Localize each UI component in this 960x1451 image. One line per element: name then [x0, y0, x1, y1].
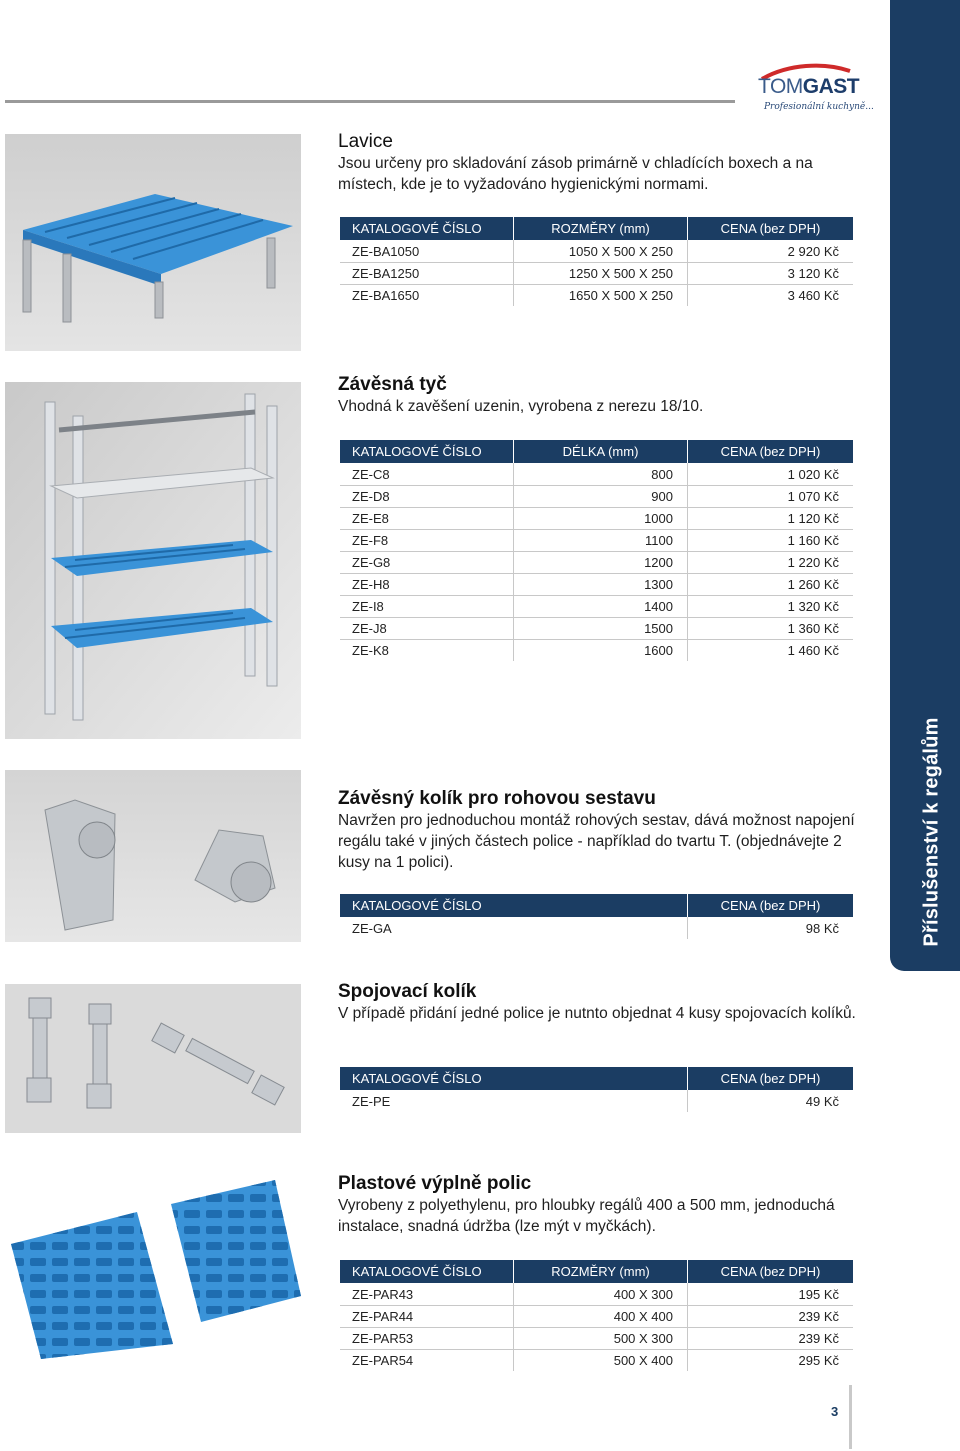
table-row: [340, 617, 853, 639]
price: 1 360 Kč: [688, 617, 853, 639]
section-description: Jsou určeny pro skladování zásob primárně v chladících boxech a na místech, kde je to vyžadováno hygienickými normami.: [338, 155, 813, 193]
dimensions: 400 X 400: [514, 1305, 688, 1327]
column-header: DÉLKA (mm): [514, 440, 688, 463]
tomgast-logo: [756, 62, 874, 122]
table-row: [340, 595, 853, 617]
table-row: [340, 485, 853, 507]
table-header-row: [340, 440, 853, 463]
side-tab-label: Příslušenství k regálům: [920, 717, 943, 947]
section-title: Závěsný kolík pro rohovou sestavu: [338, 788, 656, 809]
table-row: [340, 529, 853, 551]
table-row: [340, 917, 853, 939]
logo-tagline: Profesionální kuchyně...: [764, 102, 874, 112]
length: 1100: [514, 529, 688, 551]
length: 1400: [514, 595, 688, 617]
catalog-number: ZE-GA: [340, 917, 688, 939]
catalog-number: ZE-F8: [340, 529, 514, 551]
catalog-number: ZE-E8: [340, 507, 514, 529]
dimensions: 1250 X 500 X 250: [514, 262, 688, 284]
catalog-number: ZE-PAR43: [340, 1283, 514, 1305]
price: 1 460 Kč: [688, 639, 853, 661]
catalog-number: ZE-I8: [340, 595, 514, 617]
section-description: V případě přidání jedné police je nutnto objednat 4 kusy spojovacích kolíků.: [338, 1005, 856, 1022]
side-category-tab: [890, 0, 960, 971]
section-lavice: [338, 131, 858, 195]
footer-divider: [849, 1385, 852, 1449]
catalog-number: ZE-BA1050: [340, 240, 514, 262]
length: 800: [514, 463, 688, 485]
section-description: Vhodná k zavěšení uzenin, vyrobena z nerezu 18/10.: [338, 398, 704, 415]
price: 1 320 Kč: [688, 595, 853, 617]
length: 1300: [514, 573, 688, 595]
column-header: KATALOGOVÉ ČÍSLO: [340, 894, 688, 917]
section-zavesna-tyc: [338, 374, 858, 417]
section-title: Spojovací kolík: [338, 981, 477, 1002]
catalog-number: ZE-D8: [340, 485, 514, 507]
logo-wordmark: TOMGAST: [758, 75, 860, 98]
table-row: [340, 1327, 853, 1349]
column-header: CENA (bez DPH): [688, 1067, 853, 1090]
catalog-number: ZE-J8: [340, 617, 514, 639]
spec-table-spojovaci-kolik: [340, 1067, 853, 1112]
table-row: [340, 284, 853, 306]
corner-hook-photo: [5, 770, 301, 942]
length: 1200: [514, 551, 688, 573]
length: 1500: [514, 617, 688, 639]
price: 2 920 Kč: [787, 243, 839, 259]
dimensions: 500 X 300: [514, 1327, 688, 1349]
section-title: Lavice: [338, 131, 393, 152]
price: 1 220 Kč: [688, 551, 853, 573]
catalog-number: ZE-C8: [340, 463, 514, 485]
column-header: KATALOGOVÉ ČÍSLO: [340, 1067, 688, 1090]
catalog-number: ZE-PE: [340, 1090, 688, 1112]
section-spojovaci-kolik: [338, 981, 858, 1024]
column-header: KATALOGOVÉ ČÍSLO: [340, 440, 514, 463]
table-row: [340, 463, 853, 485]
catalog-number: ZE-PAR44: [340, 1305, 514, 1327]
column-header: CENA (bez DPH): [688, 1260, 853, 1283]
shelf-insert-photo: [5, 1174, 301, 1359]
page-number: 3: [831, 1404, 839, 1419]
table-row: [340, 1349, 853, 1371]
column-header: CENA (bez DPH): [688, 894, 853, 917]
dimensions: 1650 X 500 X 250: [514, 284, 688, 306]
price: 239 Kč: [688, 1305, 853, 1327]
catalog-number: ZE-BA1650: [340, 284, 514, 306]
table-header-row: [340, 217, 853, 240]
section-description: Vyrobeny z polyethylenu, pro hloubky regálů 400 a 500 mm, jednoduchá instalace, snadná údržba (lze mýt v myčkách).: [338, 1197, 835, 1235]
column-header: KATALOGOVÉ ČÍSLO: [340, 1260, 514, 1283]
spec-table-zavesna-tyc: [340, 440, 853, 661]
connecting-pin-photo: [5, 984, 301, 1133]
price: 1 260 Kč: [688, 573, 853, 595]
table-row: [340, 1305, 853, 1327]
price: 1 020 Kč: [787, 466, 839, 482]
table-header-row: [340, 1067, 853, 1090]
column-header: CENA (bez DPH): [688, 440, 853, 463]
column-header: KATALOGOVÉ ČÍSLO: [340, 217, 514, 240]
catalog-number: ZE-G8: [340, 551, 514, 573]
catalog-number: ZE-H8: [340, 573, 514, 595]
section-description: Navržen pro jednoduchou montáž rohových sestav, dává možnost napojení regálu také v jiných částech police - například do tvartu T. (objednávejte 2 kusy na 1 polici).: [338, 812, 855, 871]
table-row: [340, 573, 853, 595]
table-row: [340, 507, 853, 529]
table-header-row: [340, 894, 853, 917]
column-header: ROZMĚRY (mm): [514, 217, 688, 240]
bench-photo: [5, 134, 301, 351]
price: 1 120 Kč: [688, 507, 853, 529]
spec-table-zavesny-kolik: [340, 894, 853, 939]
shelving-photo: [5, 382, 301, 739]
catalog-number: ZE-PAR53: [340, 1327, 514, 1349]
section-title: Závěsná tyč: [338, 374, 447, 395]
catalog-number: ZE-PAR54: [340, 1349, 514, 1371]
length: 1600: [514, 639, 688, 661]
dimensions: 400 X 300: [514, 1283, 688, 1305]
catalog-number: ZE-BA1250: [340, 262, 514, 284]
price: 1 160 Kč: [688, 529, 853, 551]
dimensions: 1050 X 500 X 250: [514, 240, 688, 262]
table-row: [340, 1090, 853, 1112]
dimensions: 500 X 400: [514, 1349, 688, 1371]
header-divider: [5, 100, 735, 103]
section-plastove-vyplne: [338, 1173, 858, 1237]
section-title: Plastové výplně polic: [338, 1173, 532, 1194]
price: 239 Kč: [688, 1327, 853, 1349]
price: 1 070 Kč: [688, 485, 853, 507]
table-row: [340, 240, 853, 262]
price: 3 120 Kč: [688, 262, 853, 284]
price: 3 460 Kč: [688, 284, 853, 306]
catalog-number: ZE-K8: [340, 639, 514, 661]
length: 900: [514, 485, 688, 507]
price: 49 Kč: [805, 1093, 839, 1109]
price: 295 Kč: [688, 1349, 853, 1371]
section-zavesny-kolik: [338, 788, 858, 873]
column-header: CENA (bez DPH): [688, 217, 853, 240]
table-row: [340, 262, 853, 284]
spec-table-lavice: [340, 217, 853, 306]
table-row: [340, 1283, 853, 1305]
table-header-row: [340, 1260, 853, 1283]
table-row: [340, 551, 853, 573]
length: 1000: [514, 507, 688, 529]
spec-table-plastove-vyplne: [340, 1260, 853, 1371]
column-header: ROZMĚRY (mm): [514, 1260, 688, 1283]
price: 195 Kč: [798, 1286, 839, 1302]
price: 98 Kč: [805, 920, 839, 936]
table-row: [340, 639, 853, 661]
